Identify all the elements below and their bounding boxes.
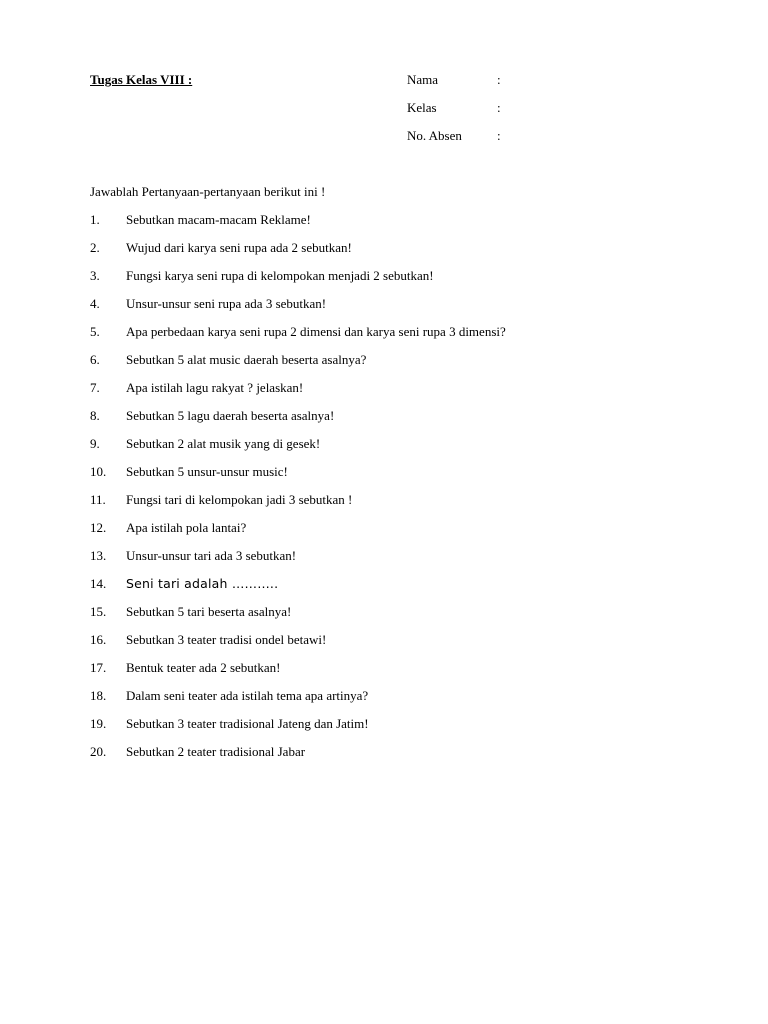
- question-number: 7.: [90, 380, 100, 395]
- field-label-kelas: Kelas: [407, 100, 437, 115]
- question-number: 12.: [90, 520, 107, 535]
- question-text: Wujud dari karya seni rupa ada 2 sebutkan!: [126, 240, 352, 255]
- instruction-text: Jawablah Pertanyaan-pertanyaan berikut ini !: [90, 184, 326, 199]
- question-number: 15.: [90, 604, 107, 619]
- question-text: Sebutkan 5 lagu daerah beserta asalnya!: [126, 408, 335, 423]
- question-text: Seni tari adalah ………..: [126, 576, 279, 591]
- question-text: Apa perbedaan karya seni rupa 2 dimensi dan karya seni rupa 3 dimensi?: [126, 324, 506, 339]
- question-number: 8.: [90, 408, 100, 423]
- question-text: Sebutkan 3 teater tradisi ondel betawi!: [126, 632, 327, 647]
- field-label-nama: Nama: [407, 72, 439, 87]
- question-number: 11.: [90, 492, 106, 507]
- field-colon-no-absen: :: [497, 128, 501, 143]
- question-number: 5.: [90, 324, 100, 339]
- question-text: Sebutkan 5 unsur-unsur music!: [126, 464, 288, 479]
- question-number: 3.: [90, 268, 100, 283]
- question-number: 9.: [90, 436, 100, 451]
- question-text: Fungsi tari di kelompokan jadi 3 sebutkan !: [126, 492, 353, 507]
- question-number: 13.: [90, 548, 107, 563]
- question-number: 2.: [90, 240, 100, 255]
- question-number: 6.: [90, 352, 100, 367]
- question-text: Sebutkan macam-macam Reklame!: [126, 212, 311, 227]
- question-text: Bentuk teater ada 2 sebutkan!: [126, 660, 281, 675]
- field-label-no-absen: No. Absen: [407, 128, 462, 143]
- question-text: Sebutkan 5 alat music daerah beserta asalnya?: [126, 352, 367, 367]
- question-text: Sebutkan 2 alat musik yang di gesek!: [126, 436, 321, 451]
- question-text: Apa istilah pola lantai?: [126, 520, 247, 535]
- question-number: 16.: [90, 632, 107, 647]
- question-number: 14.: [90, 576, 107, 591]
- field-colon-kelas: :: [497, 100, 501, 115]
- question-number: 10.: [90, 464, 107, 479]
- question-text: Unsur-unsur seni rupa ada 3 sebutkan!: [126, 296, 327, 311]
- question-number: 20.: [90, 744, 107, 759]
- question-number: 17.: [90, 660, 107, 675]
- question-number: 18.: [90, 688, 107, 703]
- question-text: Unsur-unsur tari ada 3 sebutkan!: [126, 548, 297, 563]
- question-number: 1.: [90, 212, 100, 227]
- question-text: Apa istilah lagu rakyat ? jelaskan!: [126, 380, 304, 395]
- question-text: Sebutkan 3 teater tradisional Jateng dan Jatim!: [126, 716, 369, 731]
- worksheet-title: Tugas Kelas VIII :: [90, 72, 193, 87]
- question-text: Dalam seni teater ada istilah tema apa artinya?: [126, 688, 369, 703]
- question-text: Sebutkan 5 tari beserta asalnya!: [126, 604, 292, 619]
- field-colon-nama: :: [497, 72, 501, 87]
- question-number: 4.: [90, 296, 100, 311]
- question-text: Fungsi karya seni rupa di kelompokan menjadi 2 sebutkan!: [126, 268, 434, 283]
- question-text: Sebutkan 2 teater tradisional Jabar: [126, 744, 306, 759]
- question-number: 19.: [90, 716, 107, 731]
